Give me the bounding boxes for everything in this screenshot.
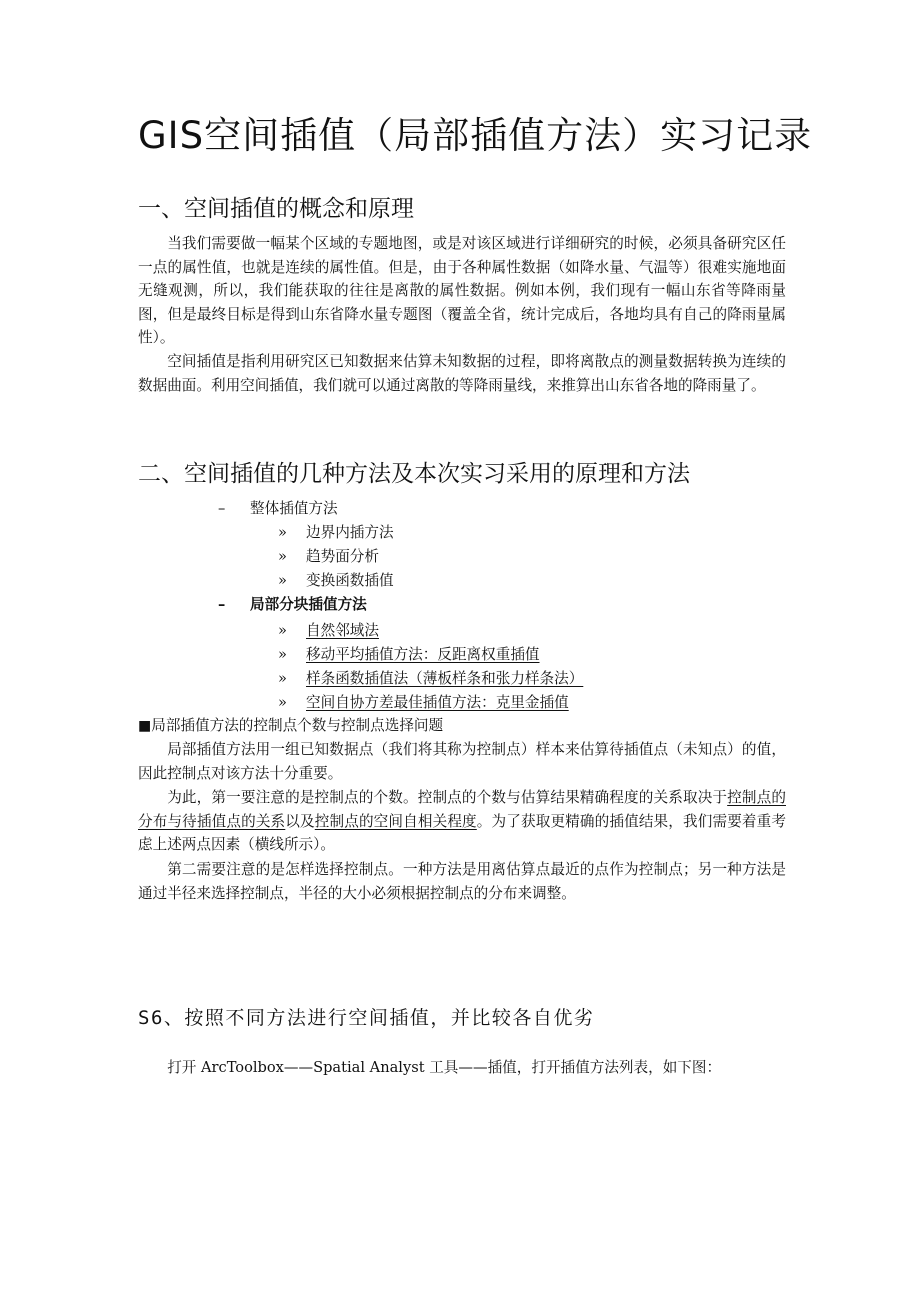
text-run: 以及: [285, 812, 315, 830]
list-subitem-link: 自然邻域法: [306, 622, 379, 639]
dash-marker: –: [218, 500, 226, 517]
section2-heading: 二、空间插值的几种方法及本次实习采用的原理和方法: [138, 461, 690, 487]
dash-marker: –: [218, 596, 226, 613]
bullet-marker: »: [278, 572, 287, 589]
list-subitem: [278, 521, 394, 545]
bullet-marker: »: [278, 646, 287, 663]
list-subitem-link: 移动平均插值方法：反距离权重插值: [306, 646, 540, 663]
underlined-text: 控制点的空间自相关程度: [314, 812, 477, 830]
control-paragraph-1: 局部插值方法用一组已知数据点（我们将其称为控制点）样本来估算待插值点（未知点）的值，因此控制点对该方法十分重要。: [138, 741, 786, 782]
bullet-marker: »: [278, 694, 287, 711]
list-label: 局部分块插值方法: [250, 596, 367, 613]
section1-paragraph-2: 空间插值是指利用研究区已知数据来估算未知数据的过程，即将离散点的测量数据转换为连续的数据曲面。利用空间插值，我们就可以通过离散的等降雨量线，来推算出山东省各地的降雨量了。: [138, 353, 786, 394]
list-subitem-label: 边界内插方法: [306, 524, 394, 541]
control-paragraph-2: [138, 786, 786, 857]
list-subitem: [278, 619, 385, 643]
control-paragraph-3: 第二需要注意的是怎样选择控制点。一种方法是用离估算点最近的点作为控制点；另一种方法是通过半径来选择控制点，半径的大小必须根据控制点的分布来调整。: [138, 861, 786, 902]
step6-paragraph: 打开 ArcToolbox——Spatial Analyst 工具——插值，打开插值方法列表，如下图：: [167, 1059, 722, 1076]
list-item-global: [218, 497, 338, 521]
list-item-local: [218, 593, 367, 617]
step6-heading: S6、按照不同方法进行空间插值，并比较各自优劣: [138, 1007, 595, 1029]
list-subitem: [278, 643, 546, 667]
underlined-text: 控制点的分布与待插值点的关系: [138, 789, 786, 830]
list-subitem: [278, 545, 379, 569]
list-subitem-link: 样条函数插值法（薄板样条和张力样条法）: [306, 670, 584, 687]
control-heading-text: 局部插值方法的控制点个数与控制点选择问题: [151, 717, 444, 734]
document-title: GIS空间插值（局部插值方法）实习记录: [138, 114, 813, 157]
square-bullet-icon: ■: [138, 718, 152, 734]
bullet-marker: »: [278, 670, 287, 687]
section1-heading: 一、空间插值的概念和原理: [138, 196, 414, 222]
text-run: 。为了获取更精确的插值结果，我们需要着重考虑上述两点因素（横线所示）。: [138, 812, 786, 853]
bullet-marker: »: [278, 622, 287, 639]
list-subitem-label: 趋势面分析: [306, 548, 379, 565]
list-subitem: [278, 667, 589, 691]
list-subitem-label: 变换函数插值: [306, 572, 394, 589]
bullet-marker: »: [278, 548, 287, 565]
list-subitem: [278, 569, 394, 593]
section1-paragraph-1: 当我们需要做一幅某个区域的专题地图，或是对该区域进行详细研究的时候，必须具备研究区任一点的属性值，也就是连续的属性值。但是，由于各种属性数据（如降水量、气温等）很难实施地面无缝观测，所以，我们能获取的往往是离散的属性数据。例如本例，我们现有一幅山东省等降雨量图，但是最终目标是得到山东省降水量专题图（覆盖全省，统计完成后，各地均具有自己的降雨量属性）。: [138, 235, 786, 346]
list-subitem-link: 空间自协方差最佳插值方法：克里金插值: [306, 694, 569, 711]
control-points-heading: [138, 714, 786, 739]
text-run: 为此，第一要注意的是控制点的个数。控制点的个数与估算结果精确程度的关系取决于: [167, 789, 728, 806]
list-subitem: [278, 691, 575, 715]
list-label: 整体插值方法: [250, 500, 338, 517]
bullet-marker: »: [278, 524, 287, 541]
